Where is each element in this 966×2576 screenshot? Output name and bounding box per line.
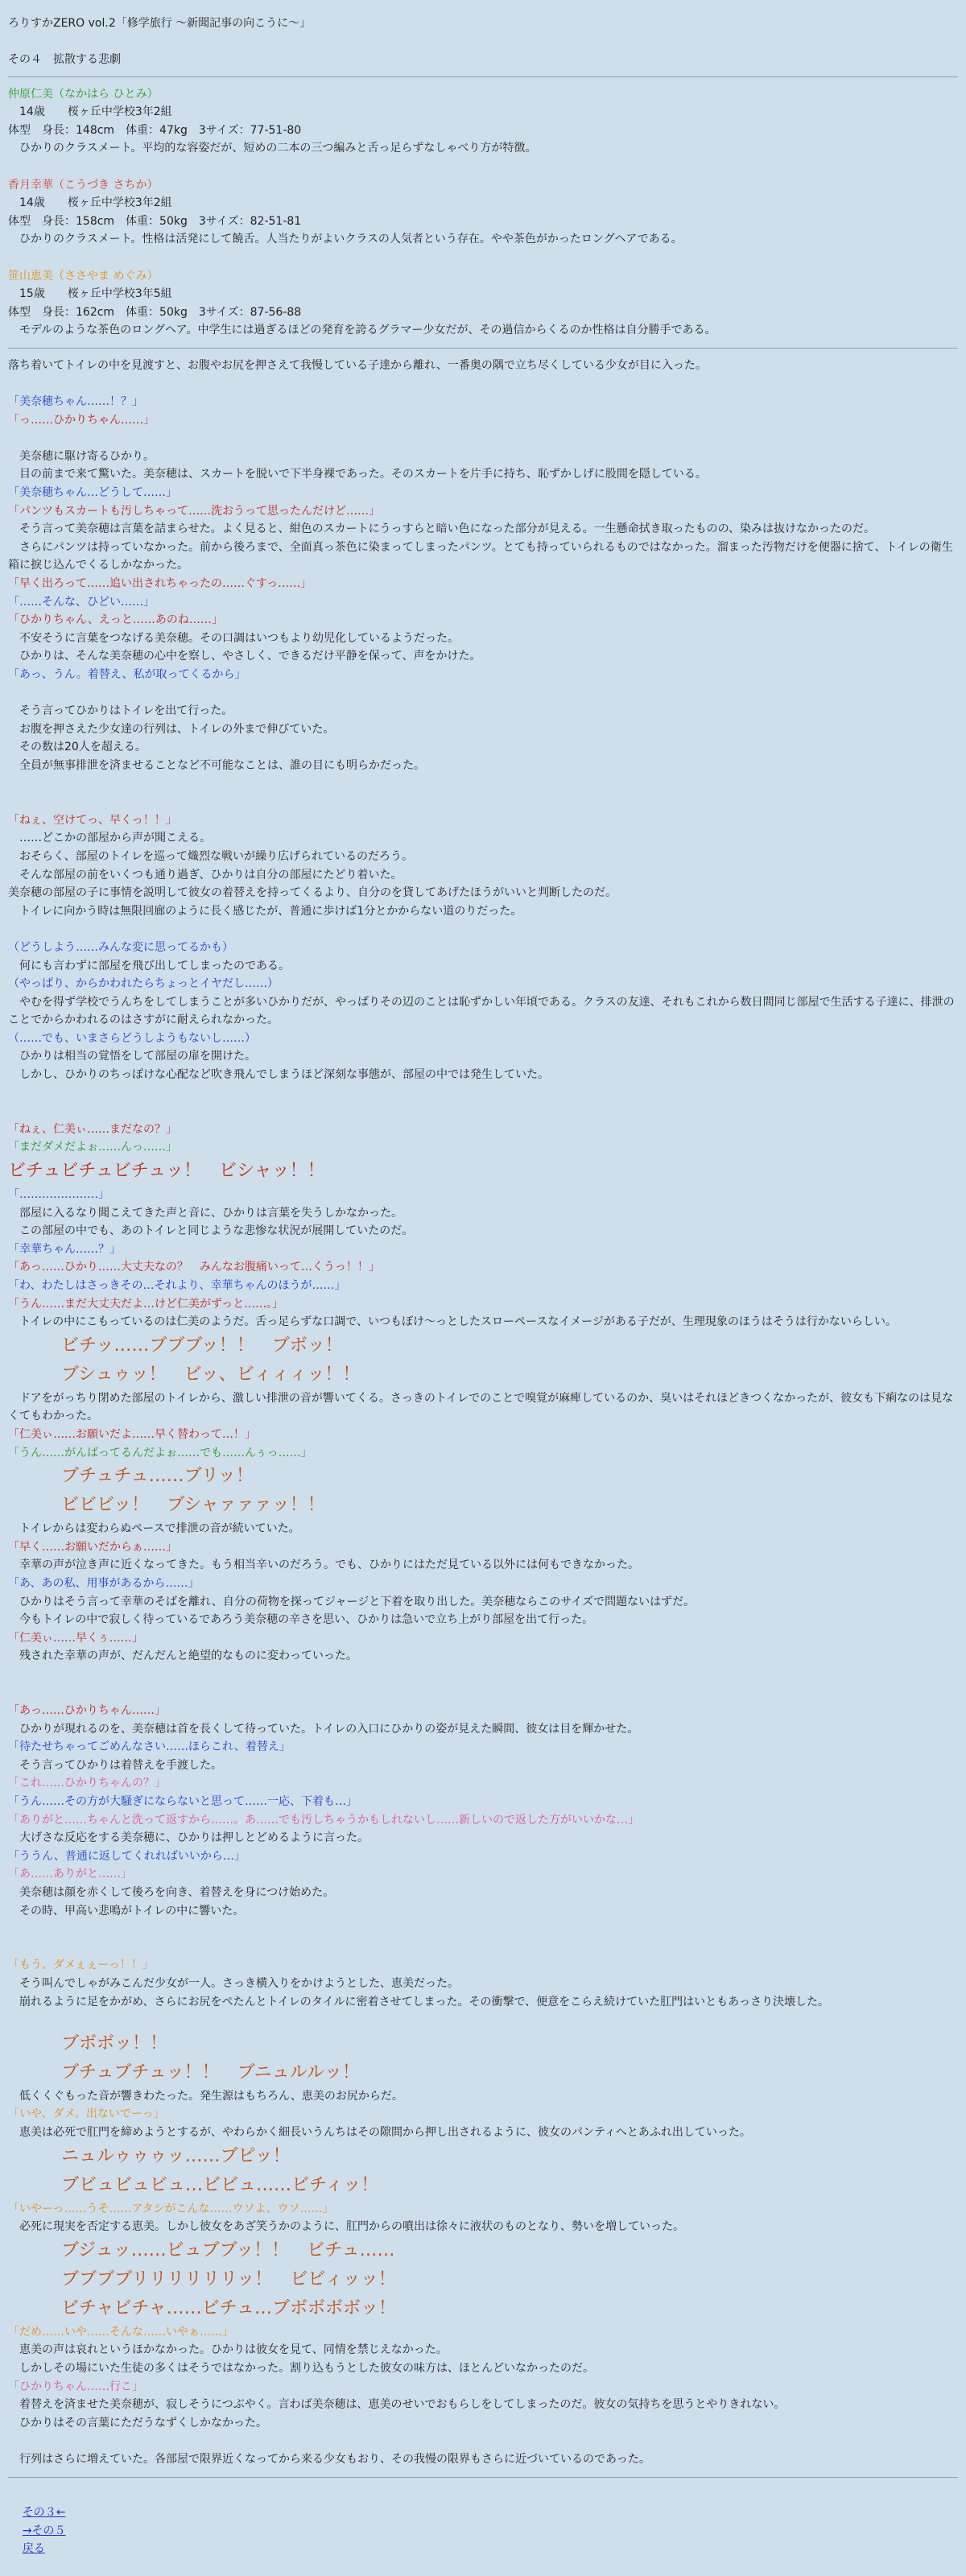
story-line: 崩れるように足をかがめ、さらにお尻をぺたんとトイレのタイルに密着させてしまった。その衝撃で、便意をこらえ続けていた肛門はいともあっさり決壊した。: [8, 1993, 958, 2012]
story-line: 「ひかりちゃん、えっと……あのね……」: [8, 611, 958, 630]
story-line: 「これ……ひかりちゃんの？」: [8, 1774, 958, 1793]
story-line: ニュルゥゥゥッ……ブピッ！: [8, 2142, 958, 2171]
story-line: 「ありがと……ちゃんと洗って返すから……。あ……でも汚しちゃうかもしれないし……新しいので返した方がいいかな…」: [8, 1811, 958, 1830]
profile-name: 笹山恵美（ささやま めぐみ）: [8, 267, 958, 286]
prev-chapter-link[interactable]: その３←: [23, 2506, 66, 2519]
story-line: 美奈穂は顔を赤くして後ろを向き、着替えを身につけ始めた。: [8, 1884, 958, 1902]
story-line: 今もトイレの中で寂しく待っているであろう美奈穂の辛さを思い、ひかりは急いで立ち上がり部屋を出て行った。: [8, 1611, 958, 1629]
story-line: 恵美は必死で肛門を締めようとするが、やわらかく細長いうんちはその隙間から押し出されるように、彼女のパンティへとあふれ出していった。: [8, 2124, 958, 2142]
story-line: 落ち着いてトイレの中を見渡すと、お腹やお尻を押さえて我慢している子達から離れ、一番奥の隅で立ち尽くしている少女が目に入った。: [8, 357, 958, 375]
story-line: 「早く……お願いだからぁ……」: [8, 1538, 958, 1557]
story-line: 「だめ……いや……そんな……いやぁ……」: [8, 2323, 958, 2342]
story-line: 「待たせちゃってごめんなさい……ほらこれ、着替え」: [8, 1738, 958, 1757]
story-line: 「美奈穂ちゃん……！？」: [8, 393, 958, 411]
story-line: ブシュゥッ！ ビッ、ビィィィッ！！: [8, 1360, 958, 1389]
story-line: ビチッ……ブブブッ！！ ブボッ！: [8, 1331, 958, 1360]
profile-name: 仲原仁美（なかはら ひとみ）: [8, 85, 958, 104]
character-profiles: [8, 85, 958, 340]
story-line: 「ひかりちゃん……行こ」: [8, 2378, 958, 2396]
blank-line: [8, 429, 958, 448]
story-line: やむを得ず学校でうんちをしてしまうことが多いひかりだが、やっぱりその辺のことは恥ずかしい年頃である。クラスの友達、それもこれから数日間同じ部屋で生活する子達に、排泄のことでからかわれるのはさすがに耐えられなかった。: [8, 993, 958, 1030]
profile-desc: モデルのような茶色のロングヘア。中学生には過ぎるほどの発育を誇るグラマー少女だが、その過信からくるのか性格は自分勝手である。: [8, 321, 958, 340]
blank-line: [8, 1684, 958, 1703]
story-line: 美奈穂に駆け寄るひかり。: [8, 448, 958, 466]
story-line: ひかりは相当の覚悟をして部屋の扉を開けた。: [8, 1047, 958, 1066]
story-line: 恵美の声は哀れというほかなかった。ひかりは彼女を見て、同情を禁じえなかった。: [8, 2341, 958, 2359]
story-line: 「ねぇ、空けてっ、早くっ！！」: [8, 811, 958, 830]
story-line: 「うん……まだ大丈夫だよ…けど仁美がずっと……。」: [8, 1295, 958, 1314]
story-line: ビチャビチャ……ビチュ…ブボボボボッ！: [8, 2294, 958, 2323]
story-line: 残された幸華の声が、だんだんと絶望的なものに変わっていった。: [8, 1647, 958, 1666]
story-line: 「まだダメだよぉ……んっ……」: [8, 1138, 958, 1157]
story-line: 部屋に入るなり聞こえてきた声と音に、ひかりは言葉を失うしかなかった。: [8, 1204, 958, 1223]
story-line: 必死に現実を否定する恵美。しかし彼女をあざ笑うかのように、肛門からの噴出は徐々に液状のものとなり、勢いを増していった。: [8, 2218, 958, 2236]
story-line: ひかりは、そんな美奈穂の心中を察し、やさしく、できるだけ平静を保って、声をかけた。: [8, 647, 958, 666]
blank-line: [8, 375, 958, 394]
story-body: [8, 357, 958, 2469]
divider: [8, 348, 958, 349]
profile-age: 15歳 桜ヶ丘中学校3年5組: [8, 285, 958, 303]
story-line: 「…………………」: [8, 1186, 958, 1204]
story-line: （……でも、いまさらどうしようもないし……）: [8, 1030, 958, 1048]
story-line: 大げさな反応をする美奈穂に、ひかりは押しとどめるように言った。: [8, 1829, 958, 1847]
story-line: 「わ、わたしはさっきその…それより、幸華ちゃんのほうが……」: [8, 1277, 958, 1295]
story-line: しかし、ひかりのちっぽけな心配など吹き飛んでしまうほど深刻な事態が、部屋の中では発生していた。: [8, 1066, 958, 1084]
blank-line: [8, 1938, 958, 1957]
story-line: 着替えを済ませた美奈穂が、寂しそうにつぶやく。言わば美奈穂は、恵美のせいでおもらしをしてしまったのだ。彼女の気持ちを思うとやりきれない。: [8, 2396, 958, 2414]
story-line: 「ねぇ、仁美ぃ……まだなの？」: [8, 1121, 958, 1139]
story-line: その数は20人を超える。: [8, 738, 958, 757]
chapter-nav: [8, 2486, 958, 2576]
profile-body: 体型 身長：148cm 体重：47kg 3サイズ：77-51-80: [8, 122, 958, 140]
blank-line: [8, 1666, 958, 1684]
profile-age: 14歳 桜ヶ丘中学校3年2組: [8, 103, 958, 122]
story-line: ドアをがっちり閉めた部屋のトイレから、激しい排泄の音が響いてくる。さっきのトイレでのことで嗅覚が麻痺しているのか、臭いはそれほどきつくなかったが、彼女も下痢なのは見なくてもわかった。: [8, 1389, 958, 1426]
story-line: 「幸華ちゃん……？」: [8, 1241, 958, 1259]
profile-desc: ひかりのクラスメート。平均的な容姿だが、短めの二本の三つ編みと舌っ足らずなしゃべり方が特徴。: [8, 139, 958, 158]
blank-line: [8, 684, 958, 703]
story-line: 「あ、あの私、用事があるから……」: [8, 1575, 958, 1593]
profile-desc: ひかりのクラスメート。性格は活発にして饒舌。人当たりがよいクラスの人気者という存在。やや茶色がかったロングヘアである。: [8, 230, 958, 249]
story-line: ビチュビチュビチュッ！ ビシャッ！！: [8, 1157, 958, 1186]
story-line: 不安そうに言葉をつなげる美奈穂。その口調はいつもより幼児化しているようだった。: [8, 630, 958, 648]
profile-name: 香月幸華（こうづき さちか）: [8, 176, 958, 195]
blank-line: [8, 920, 958, 939]
story-line: 何にも言わずに部屋を飛び出してしまったのである。: [8, 957, 958, 976]
story-line: 「あっ……ひかり……大丈夫なの？ みんなお腹痛いって…くうっ！！」: [8, 1258, 958, 1277]
profile-body: 体型 身長：158cm 体重：50kg 3サイズ：82-51-81: [8, 213, 958, 231]
profile-age: 14歳 桜ヶ丘中学校3年2組: [8, 194, 958, 213]
story-line: さらにパンツは持っていなかった。前から後ろまで、全面真っ茶色に染まってしまったパンツ。とても持っていられるものではなかった。溜まった汚物だけを便器に捨て、トイレの衛生箱に捩じ込んでくるしかなかった。: [8, 539, 958, 575]
story-line: 「早く出ろって……追い出されちゃったの……ぐすっ……」: [8, 575, 958, 593]
story-line: そう言って美奈穂は言葉を詰まらせた。よく見ると、紺色のスカートにうっすらと暗い色になった部分が見える。一生懸命拭き取ったものの、染みは抜けなかったのだ。: [8, 520, 958, 539]
story-line: 行列はさらに増えていた。各部屋で限界近くなってから来る少女もおり、その我慢の限界もさらに近づいているのであった。: [8, 2450, 958, 2469]
profile-body: 体型 身長：162cm 体重：50kg 3サイズ：87-56-88: [8, 303, 958, 322]
divider: [8, 2477, 958, 2478]
story-line: トイレに向かう時は無限回廊のように長く感じたが、普通に歩けば1分とかからない道のりだった。: [8, 902, 958, 921]
story-line: ブジュッ……ビュブブッ！！ ビチュ……: [8, 2236, 958, 2265]
story-line: 幸華の声が泣き声に近くなってきた。もう相当辛いのだろう。でも、ひかりにはただ見ている以外には何もできなかった。: [8, 1556, 958, 1575]
story-line: 「いやーっ……うそ……アタシがこんな……ウソよ、ウソ……」: [8, 2200, 958, 2219]
story-line: お腹を押さえた少女達の行列は、トイレの外まで伸びていた。: [8, 720, 958, 739]
story-line: 「うん……その方が大騒ぎにならないと思って……一応、下着も…」: [8, 1793, 958, 1811]
story-line: ブチュブチュッ！！ ブニュルルッ！: [8, 2058, 958, 2087]
story-line: 「パンツもスカートも汚しちゃって……洗おうって思ったんだけど……」: [8, 502, 958, 521]
story-line: 「っ……ひかりちゃん……」: [8, 411, 958, 430]
story-line: トイレからは変わらぬペースで排泄の音が続いていた。: [8, 1520, 958, 1538]
blank-line: [8, 2432, 958, 2450]
blank-line: [8, 775, 958, 794]
story-line: （どうしよう……みんな変に思ってるかも）: [8, 939, 958, 957]
story-line: 「仁美ぃ……早くぅ……」: [8, 1629, 958, 1648]
story-line: そう言ってひかりは着替えを手渡した。: [8, 1757, 958, 1775]
story-line: そう叫んでしゃがみこんだ少女が一人。さっき横入りをかけようとした、恵美だった。: [8, 1975, 958, 1993]
story-line: 低くくぐもった音が響きわたった。発生源はもちろん、恵美のお尻からだ。: [8, 2087, 958, 2106]
story-line: ブブブブリリリリリリッ！ ビビィッッ！: [8, 2265, 958, 2294]
blank-line: [8, 1084, 958, 1103]
blank-line: [8, 2011, 958, 2029]
back-link[interactable]: 戻る: [23, 2542, 45, 2555]
chapter-title: その４ 拡散する悲劇: [8, 51, 958, 68]
story-line: 美奈穂の部屋の子に事情を説明して彼女の着替えを持ってくるより、自分のを貸してあげたほうがいいと判断したのだ。: [8, 884, 958, 902]
story-line: 「ううん、普通に返してくれればいいから…」: [8, 1847, 958, 1866]
story-line: 「あっ、うん。着替え、私が取ってくるから」: [8, 666, 958, 684]
story-line: ひかりはそう言って幸華のそばを離れ、自分の荷物を探ってジャージと下着を取り出した。美奈穂ならこのサイズで問題ないはずだ。: [8, 1593, 958, 1612]
story-line: 「仁美ぃ……お願いだよ……早く替わって…！」: [8, 1426, 958, 1444]
story-line: 目の前まで来て驚いた。美奈穂は、スカートを脱いで下半身裸であった。そのスカートを片手に持ち、恥ずかしげに股間を隠している。: [8, 465, 958, 484]
blank-line: [8, 793, 958, 811]
story-line: 「あっ……ひかりちゃん……」: [8, 1702, 958, 1720]
story-line: そう言ってひかりはトイレを出て行った。: [8, 702, 958, 720]
story-line: ビビビッ！ ブシャァァァッ！！: [8, 1491, 958, 1520]
story-line: ……どこかの部屋から声が聞こえる。: [8, 829, 958, 848]
blank-line: [8, 1920, 958, 1938]
story-line: トイレの中にこもっているのは仁美のようだ。舌っ足らずな口調で、いつもぼけ～っとしたスローペースなイメージがある子だが、生理現象のほうはそうは行かないらしい。: [8, 1313, 958, 1331]
story-line: ひかりが現れるのを、美奈穂は首を長くして待っていた。トイレの入口にひかりの姿が見えた瞬間、彼女は目を輝かせた。: [8, 1720, 958, 1739]
story-line: 「あ……ありがと……」: [8, 1865, 958, 1884]
story-line: おそらく、部屋のトイレを巡って熾烈な戦いが繰り広げられているのだろう。: [8, 848, 958, 866]
story-line: ひかりはその言葉にただうなずくしかなかった。: [8, 2414, 958, 2433]
story-line: ブチュチュ……ブリッ！: [8, 1462, 958, 1491]
blank-line: [8, 1102, 958, 1121]
story-line: 「もう、ダメぇぇーっ！！」: [8, 1956, 958, 1975]
story-line: 「うん……がんばってるんだよぉ……でも……んぅっ……」: [8, 1444, 958, 1463]
next-chapter-link[interactable]: →その５: [23, 2524, 66, 2537]
story-line: この部屋の中でも、あのトイレと同じような悲惨な状況が展開していたのだ。: [8, 1222, 958, 1241]
story-line: 「……そんな、ひどい……」: [8, 593, 958, 612]
page-title: ろりすかZERO vol.2「修学旅行 ～新聞記事の向こうに～」: [8, 14, 958, 32]
story-line: （やっぱり、からかわれたらちょっとイヤだし……）: [8, 975, 958, 993]
story-line: 「いや、ダメ、出ないでーっ」: [8, 2105, 958, 2124]
story-line: ブビュビュビュ…ビビュ……ビチィッ！: [8, 2171, 958, 2200]
story-line: 全員が無事排泄を済ませることなど不可能なことは、誰の目にも明らかだった。: [8, 757, 958, 775]
story-line: その時、甲高い悲鳴がトイレの中に響いた。: [8, 1902, 958, 1921]
story-line: ブボボッ！！: [8, 2029, 958, 2058]
divider: [8, 76, 958, 77]
story-line: 「美奈穂ちゃん…どうして……」: [8, 484, 958, 502]
story-line: そんな部屋の前をいくつも通り過ぎ、ひかりは自分の部屋にたどり着いた。: [8, 866, 958, 885]
story-line: しかしその場にいた生徒の多くはそうではなかった。割り込もうとした彼女の味方は、ほとんどいなかったのだ。: [8, 2359, 958, 2378]
